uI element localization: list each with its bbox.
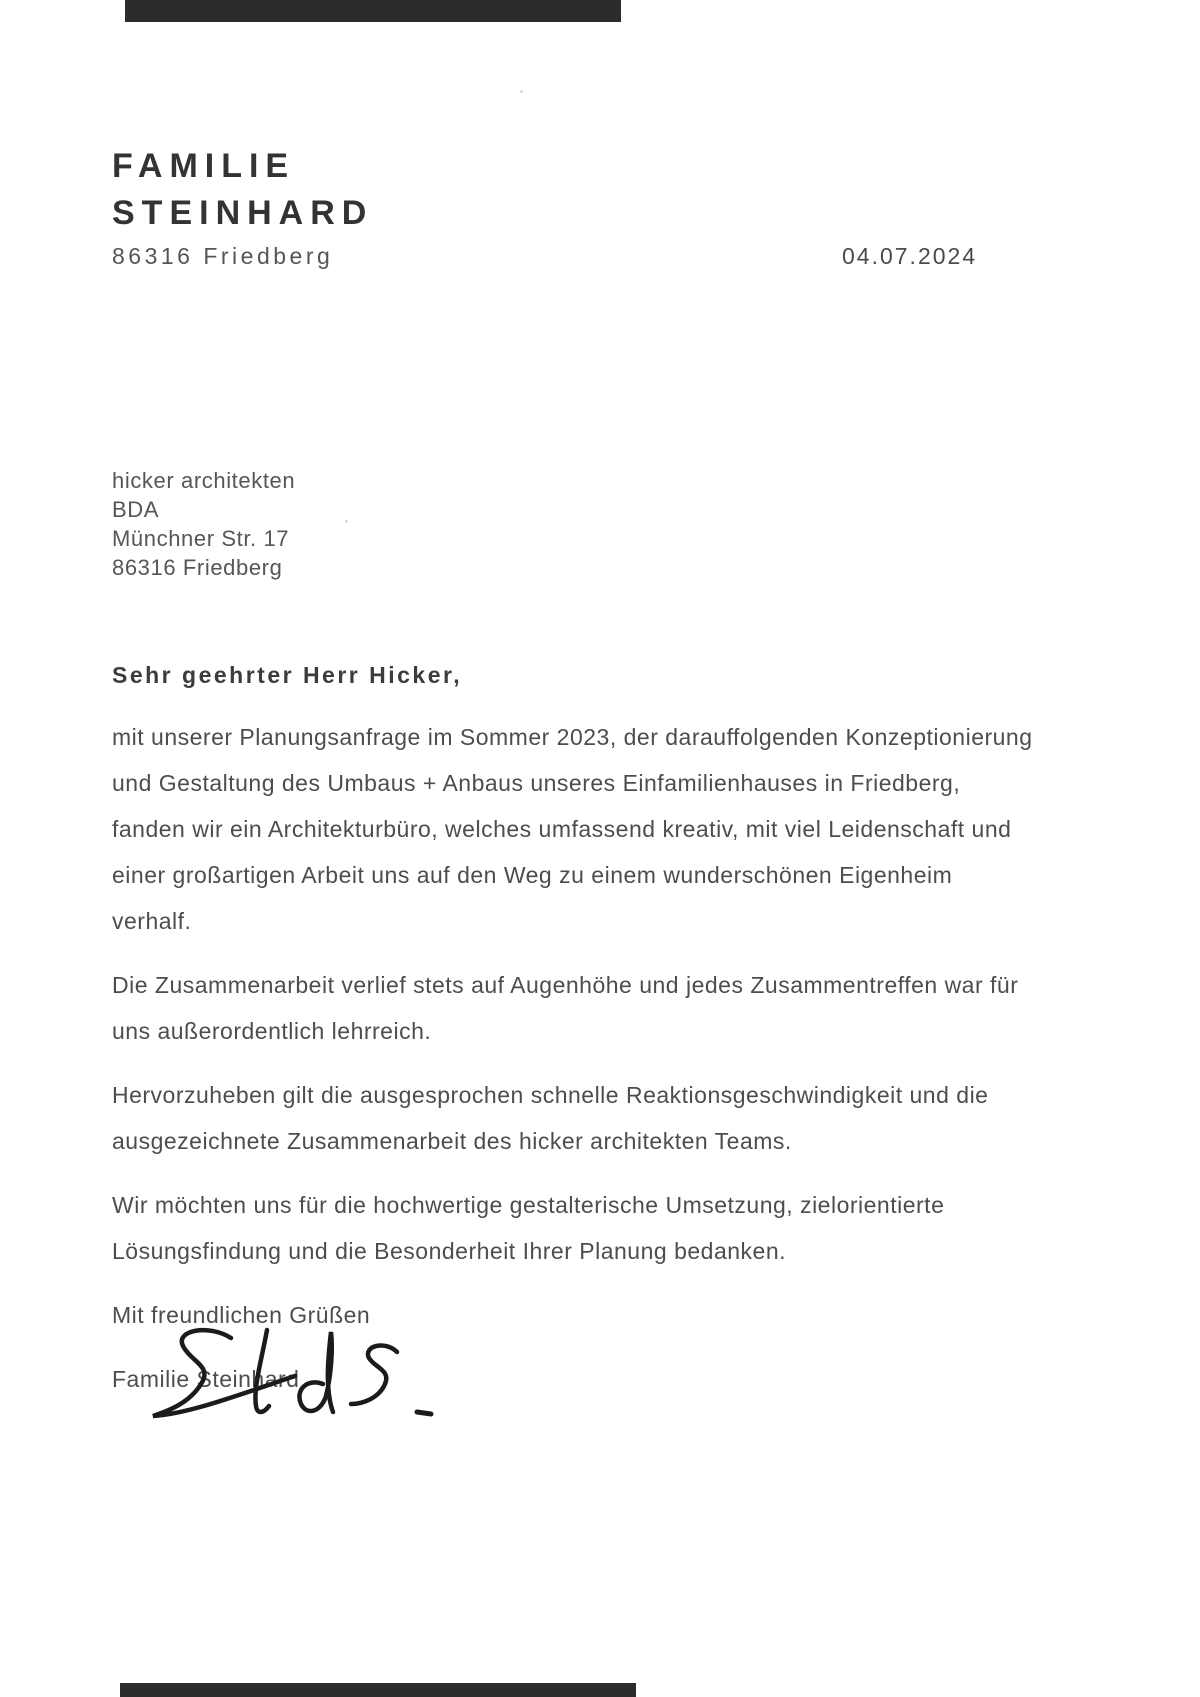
top-redaction-bar xyxy=(125,0,621,22)
salutation: Sehr geehrter Herr Hicker, xyxy=(112,662,463,688)
body-paragraph: mit unserer Planungsanfrage im Sommer 2023, der darauffolgenden Konzeptionierung und Gestaltung des Umbaus + Anbaus unseres Einfamilienhauses in Friedberg, fanden wir ein Architekturbüro, welches umfassend kreativ, mit viel Leidenschaft und einer großartigen Arbeit uns auf den Weg zu einem wunderschönen Eigenheim verhalf. xyxy=(112,724,1033,934)
body-paragraph: Hervorzuheben gilt die ausgesprochen schnelle Reaktionsgeschwindigkeit und die ausgezeichnete Zusammenarbeit des hicker architekten Teams. xyxy=(112,1082,989,1154)
sender-name-line1: FAMILIE xyxy=(112,147,296,185)
closing-line: Mit freundlichen Grüßen xyxy=(112,1302,371,1328)
letter-body xyxy=(112,714,1037,1420)
scan-artifact xyxy=(520,90,523,93)
recipient-address-block xyxy=(112,466,295,582)
sender-city: 86316 Friedberg xyxy=(112,243,334,269)
sender-name-line2: STEINHARD xyxy=(112,194,374,232)
bottom-redaction-bar xyxy=(120,1683,636,1697)
recipient-line: Münchner Str. 17 xyxy=(112,526,290,551)
handwritten-initials-signature-icon xyxy=(145,1322,475,1442)
signer-name: Familie Steinhard xyxy=(112,1366,300,1392)
letter-date: 04.07.2024 xyxy=(842,243,978,269)
recipient-line: BDA xyxy=(112,497,160,522)
recipient-line: 86316 Friedberg xyxy=(112,555,283,580)
scan-artifact xyxy=(345,520,348,523)
body-paragraph: Die Zusammenarbeit verlief stets auf Augenhöhe und jedes Zusammentreffen war für uns außerordentlich lehrreich. xyxy=(112,972,1019,1044)
recipient-line: hicker architekten xyxy=(112,468,296,493)
body-paragraph: Wir möchten uns für die hochwertige gestalterische Umsetzung, zielorientierte Lösungsfindung und die Besonderheit Ihrer Planung bedanken. xyxy=(112,1192,945,1264)
sender-name-heading xyxy=(112,143,373,237)
